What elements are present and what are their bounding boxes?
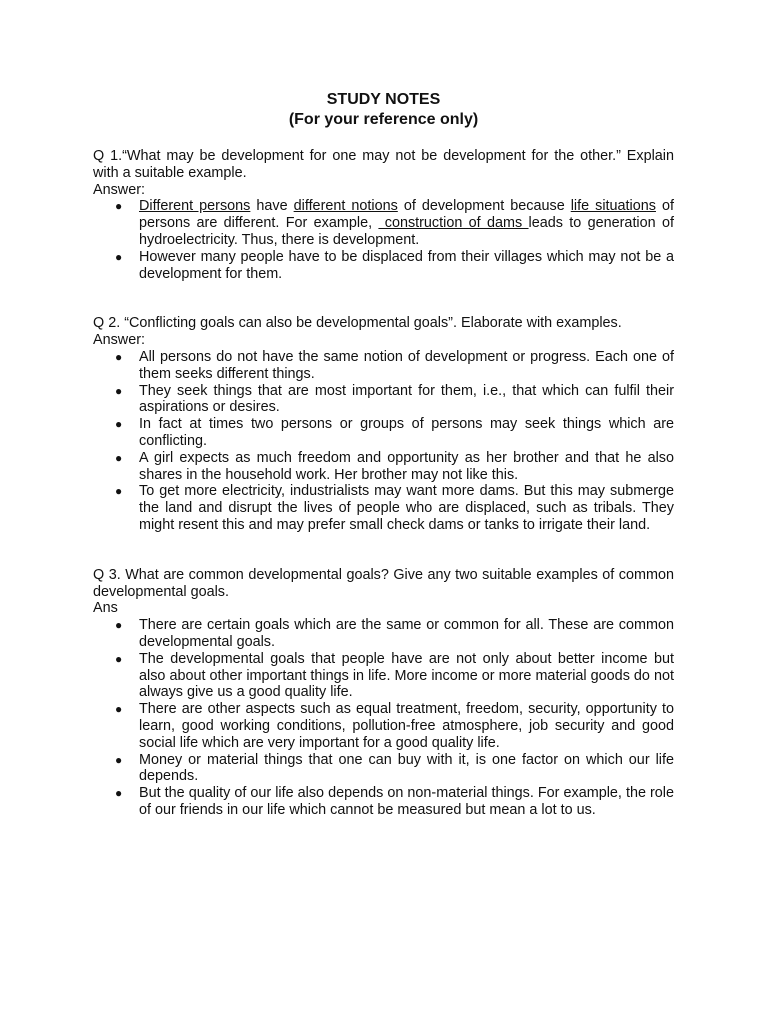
underlined-text: life situations xyxy=(570,198,656,215)
text-run: leads to generation of hydroelectricity. Thus, there is development. xyxy=(139,215,674,248)
page-subtitle: (For your reference only) xyxy=(288,111,479,128)
list-item xyxy=(93,249,674,283)
list-item-text: There are certain goals which are the same or common for all. These are common developmental goals. xyxy=(139,617,674,650)
question-1-text: Q 1.“What may be development for one may not be development for the other.” Explain with a suitable example. xyxy=(93,148,674,181)
list-item-text: All persons do not have the same notion of development or progress. Each one of them seeks different things. xyxy=(139,348,674,382)
list-item xyxy=(93,752,674,786)
bullet-icon: ● xyxy=(115,651,123,666)
list-item xyxy=(93,383,674,417)
bullet-icon: ● xyxy=(115,199,123,214)
list-item xyxy=(93,617,674,651)
list-item-text: But the quality of our life also depends on non-material things. For example, the role of our friends in our life which cannot be measured but mean a lot to us. xyxy=(139,785,674,818)
text-run: have xyxy=(250,198,294,215)
title-block xyxy=(93,90,674,130)
underlined-text: Different persons xyxy=(139,198,251,215)
answer-2-label: Answer: xyxy=(93,332,145,349)
bullet-icon: ● xyxy=(115,702,123,717)
list-item xyxy=(93,483,674,533)
answer-1-list xyxy=(93,198,674,282)
bullet-icon: ● xyxy=(115,618,123,633)
list-item xyxy=(93,785,674,819)
list-item xyxy=(93,349,674,383)
text-run: of development because xyxy=(397,198,571,215)
document-content xyxy=(93,90,674,852)
bullet-icon: ● xyxy=(115,752,123,767)
list-item-text: In fact at times two persons or groups of persons may seek things which are conflicting. xyxy=(139,416,674,449)
list-item xyxy=(93,450,674,484)
question-2-section xyxy=(93,315,674,533)
list-item-text: There are other aspects such as equal treatment, freedom, security, opportunity to learn, good working conditions, pollution-free atmosphere, job security and good social life which are very important for a good quality life. xyxy=(139,701,674,751)
list-item xyxy=(93,416,674,450)
bullet-icon: ● xyxy=(115,383,123,398)
question-1-section xyxy=(93,148,674,282)
answer-1-label: Answer: xyxy=(93,181,145,198)
question-2-text: Q 2. “Conflicting goals can also be developmental goals”. Elaborate with examples. xyxy=(93,315,622,332)
answer-2-list xyxy=(93,349,674,534)
list-item-text: However many people have to be displaced from their villages which may not be a development for them. xyxy=(139,248,674,282)
bullet-icon: ● xyxy=(115,349,123,364)
list-item-text: Money or material things that one can buy with it, is one factor on which our life depends. xyxy=(139,751,674,785)
answer-3-list xyxy=(93,617,674,819)
list-item-text: To get more electricity, industrialists may want more dams. But this may submerge the land and disrupt the lives of people who are displaced, such as tribals. They might resent this and may prefer small check dams or tanks to irrigate their land. xyxy=(139,483,674,533)
underlined-text: different notions xyxy=(293,198,398,215)
answer-3-label: Ans xyxy=(93,600,118,617)
question-3-section xyxy=(93,567,674,819)
bullet-icon: ● xyxy=(115,249,123,264)
list-item xyxy=(93,198,674,248)
page-title: STUDY NOTES xyxy=(326,91,441,108)
bullet-icon: ● xyxy=(115,786,123,801)
bullet-icon: ● xyxy=(115,484,123,499)
underlined-text: construction of dams xyxy=(378,215,529,232)
list-item-text: A girl expects as much freedom and opportunity as her brother and that he also shares in the household work. Her brother may not like this. xyxy=(139,449,674,483)
list-item xyxy=(93,701,674,751)
list-item xyxy=(93,651,674,701)
bullet-icon: ● xyxy=(115,450,123,465)
text-run: of persons are different. For example, xyxy=(139,198,674,232)
bullet-icon: ● xyxy=(115,417,123,432)
question-3-text: Q 3. What are common developmental goals? Give any two suitable examples of common developmental goals. xyxy=(93,566,674,600)
list-item-text: The developmental goals that people have are not only about better income but also about other important things in life. More income or more material goods do not always give us a good quality life. xyxy=(139,650,674,701)
list-item-text: They seek things that are most important for them, i.e., that which can fulfil their aspirations or desires. xyxy=(139,382,674,416)
